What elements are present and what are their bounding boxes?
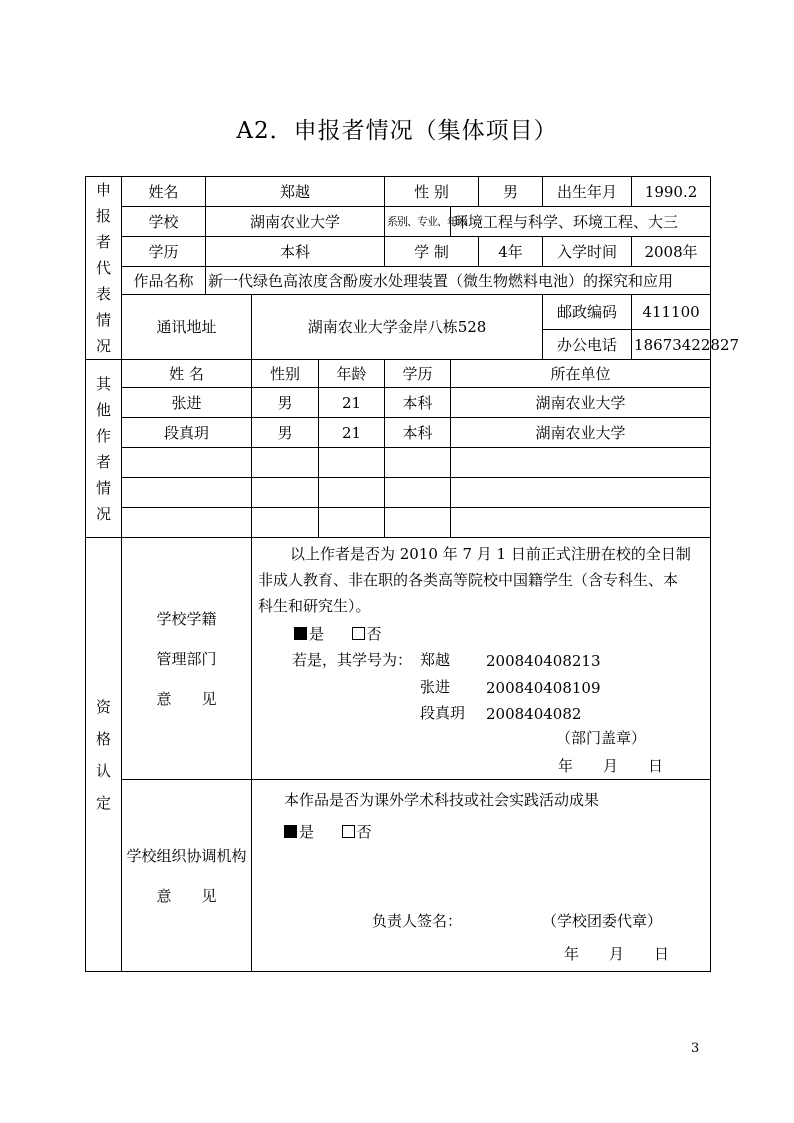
application-form-table (85, 176, 740, 972)
others-header-name: 姓 名 (122, 360, 252, 388)
zip-value: 411100 (632, 295, 711, 330)
registry-question-line1: 以上作者是否为 2010 年 7 月 1 日前正式注册在校的全日制 (290, 545, 691, 563)
author-unit: 湖南农业大学 (451, 388, 711, 418)
school-value: 湖南农业大学 (206, 207, 385, 237)
student-id-2: 200840408109 (486, 679, 601, 697)
registry-id-intro: 若是，其学号为： (292, 651, 413, 669)
author-edu: 本科 (385, 418, 451, 448)
table-row (86, 418, 711, 448)
author-age (319, 448, 385, 478)
duration-value: 4年 (479, 237, 543, 267)
author-unit (451, 448, 711, 478)
registry-no-label: 否 (366, 625, 382, 643)
applicant-section-label: 申报者代表情况 (86, 177, 122, 360)
registry-choice (294, 624, 382, 644)
phone-value: 18673422827 (632, 330, 711, 360)
registry-yes-label: 是 (309, 625, 325, 643)
others-section-label: 其他作者情况 (86, 360, 122, 538)
author-age (319, 478, 385, 508)
author-gender (252, 508, 319, 538)
qualification-section-label: 资格认定 (86, 538, 122, 972)
registry-label-line2: 管理部门 (156, 649, 217, 668)
table-row (86, 448, 711, 478)
coordination-label (122, 780, 252, 972)
major-label: 系别、专业、年级 (385, 207, 451, 237)
author-edu: 本科 (385, 388, 451, 418)
author-unit: 湖南农业大学 (451, 418, 711, 448)
student-name-3: 段真玥 (420, 704, 466, 722)
others-header-gender: 性别 (252, 360, 319, 388)
table-row (86, 508, 711, 538)
student-name-1: 郑越 (420, 651, 451, 669)
student-id-3: 2008404082 (486, 705, 582, 723)
school-label: 学校 (122, 207, 206, 237)
coordination-opinion (252, 780, 711, 972)
unchecked-box-icon[interactable] (342, 825, 355, 838)
coordination-no-label: 否 (356, 823, 372, 841)
table-row (86, 478, 711, 508)
page-title: A2．申报者情况（集体项目） (236, 118, 558, 144)
coordination-stamp: （学校团委代章） (542, 912, 663, 930)
coordination-label-line2: 意 见 (156, 886, 217, 905)
enroll-label: 入学时间 (543, 237, 632, 267)
registry-label (122, 538, 252, 780)
registry-stamp: （部门盖章） (556, 729, 647, 747)
edu-value: 本科 (206, 237, 385, 267)
name-value: 郑越 (206, 177, 385, 207)
author-age: 21 (319, 418, 385, 448)
address-value: 湖南农业大学金岸八栋528 (252, 295, 543, 360)
birth-label: 出生年月 (543, 177, 632, 207)
author-edu (385, 478, 451, 508)
registry-question-line2: 非成人教育、非在职的各类高等院校中国籍学生（含专科生、本 (258, 571, 679, 589)
name-label: 姓名 (122, 177, 206, 207)
author-name: 段真玥 (122, 418, 252, 448)
coordination-signature: 负责人签名： (372, 912, 463, 930)
author-gender: 男 (252, 388, 319, 418)
work-value: 新一代绿色高浓度含酚废水处理装置（微生物燃料电池）的探究和应用 (206, 267, 711, 295)
enroll-value: 2008年 (632, 237, 711, 267)
registry-label-line1: 学校学籍 (156, 609, 217, 628)
duration-label: 学 制 (385, 237, 479, 267)
address-label: 通讯地址 (122, 295, 252, 360)
author-edu (385, 508, 451, 538)
coordination-yes-label: 是 (299, 823, 315, 841)
birth-value: 1990.2 (632, 177, 711, 207)
registry-question-line3: 科生和研究生）。 (258, 597, 371, 615)
registry-date: 年 月 日 (558, 757, 664, 775)
coordination-question: 本作品是否为课外学术科技或社会实践活动成果 (284, 791, 600, 809)
author-name: 张进 (122, 388, 252, 418)
author-age (319, 508, 385, 538)
author-edu (385, 448, 451, 478)
author-gender (252, 478, 319, 508)
author-name (122, 448, 252, 478)
author-unit (451, 508, 711, 538)
table-row (86, 388, 711, 418)
gender-value: 男 (479, 177, 543, 207)
unchecked-box-icon[interactable] (352, 627, 365, 640)
student-id-1: 200840408213 (486, 652, 601, 670)
others-header-age: 年龄 (319, 360, 385, 388)
zip-label: 邮政编码 (543, 295, 632, 330)
author-gender: 男 (252, 418, 319, 448)
phone-label: 办公电话 (543, 330, 632, 360)
gender-label: 性 别 (385, 177, 479, 207)
others-header-edu: 学历 (385, 360, 451, 388)
author-unit (451, 478, 711, 508)
registry-opinion (252, 538, 711, 780)
work-label: 作品名称 (122, 267, 206, 295)
checked-box-icon[interactable] (294, 627, 307, 640)
registry-label-line3: 意 见 (156, 689, 217, 708)
coordination-choice (284, 822, 372, 842)
checked-box-icon[interactable] (284, 825, 297, 838)
coordination-label-line1: 学校组织协调机构 (126, 846, 247, 865)
author-name (122, 508, 252, 538)
page-number: 3 (691, 1041, 700, 1056)
student-name-2: 张进 (420, 678, 451, 696)
major-value: 环境工程与科学、环境工程、大三 (451, 207, 711, 237)
edu-label: 学历 (122, 237, 206, 267)
others-header-unit: 所在单位 (451, 360, 711, 388)
author-name (122, 478, 252, 508)
coordination-date: 年 月 日 (564, 945, 670, 963)
author-gender (252, 448, 319, 478)
author-age: 21 (319, 388, 385, 418)
